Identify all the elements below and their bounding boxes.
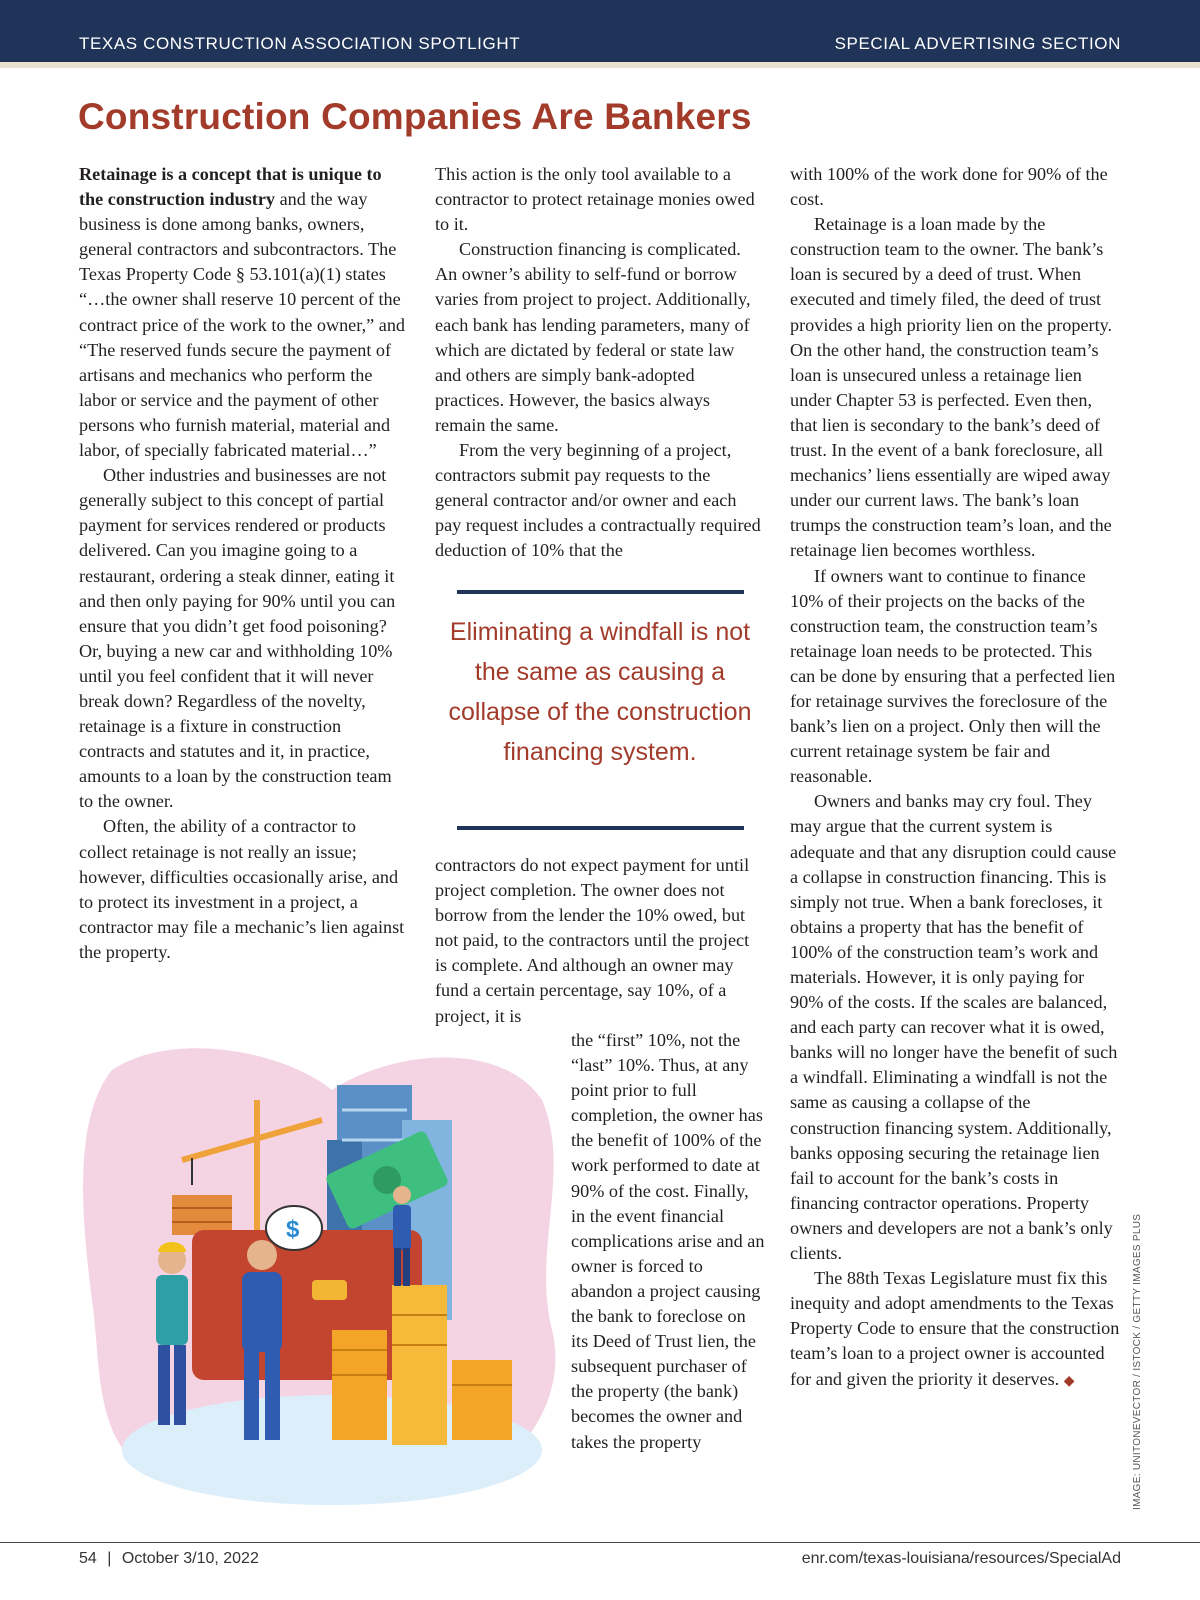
image-credit: IMAGE: UNITONEVECTOR / ISTOCK / GETTY IMAGES PLUS (1132, 1213, 1143, 1510)
col2-paragraph-3: From the very beginning of a project, contractors submit pay requests to the general contractor and/or owner and each pay request includes a contractually required deduction of 10% that the (435, 440, 761, 561)
col2-paragraph-3-cont: contractors do not expect payment for until project completion. The owner does not borrow from the lender the 10% owed, but not paid, to the contractors until the project is complete. And although an owner may fund a certain percentage, say 10%, of a project, it is (435, 855, 750, 1026)
column-2-top (435, 162, 765, 564)
col3-paragraph-2: Retainage is a loan made by the construction team to the owner. The bank’s loan is secured by a deed of trust. When executed and timely filed, the deed of trust provides a high priority lien on the property. On the other hand, the construction team’s loan is unsecured unless a retainage lien under Chapter 53 is perfected. Even then, that lien is secondary to the bank’s deed of trust. In the event of a bank foreclosure, all mechanics’ liens essentially are wiped away under our current laws. The bank’s loan trumps the construction team’s loan, and the retainage lien becomes worthless. (790, 214, 1113, 561)
col3-paragraph-4: Owners and banks may cry foul. They may argue that the current system is adequate and that any disruption could cause a collapse in construction financing. This is simply not true. When a bank forecloses, it obtains a property that has the benefit of 100% of the construction team’s work and materials. However, it is only paying for 90% of the costs. If the scales are balanced, and each party can recover what it is owed, banks will no longer have the benefit of such a windfall. Eliminating a windfall is not the same as causing a collapse of the construction financing system. Additionally, banks opposing securing the retainage lien fail to account for the bank’s costs in financing contractor operations. Property owners and developers are not a bank’s only clients. (790, 791, 1118, 1264)
column-3 (790, 162, 1120, 1394)
construction-finance-illustration (82, 1030, 560, 1510)
end-mark-icon: ◆ (1063, 1373, 1075, 1389)
lead-in-rest: and the way business is done among banks, owners, general contractors and subcontractors. The Texas Property Code § 53.101(a)(1) states “…the owner shall reserve 10 percent of the contract price of the work to the owner,” and “The reserved funds secure the payment of artisans and mechanics who perform the labor or service and the payment of other persons who furnish material, material and labor, of specially fabricated material…” (79, 189, 406, 461)
lead-in-bold: Retainage is a concept that is unique to the construction industry (79, 164, 382, 210)
column-2-continued (435, 853, 765, 1029)
speech-bubble-icon (266, 1206, 322, 1250)
page-number: 54 (79, 1550, 97, 1567)
footer-page-info (79, 1550, 259, 1568)
lumber-stack-icon (172, 1195, 232, 1235)
pull-quote: Eliminating a windfall is not the same as causing a collapse of the construction financing system. (448, 618, 752, 766)
col1-paragraph-1 (79, 162, 406, 463)
wallet-icon (192, 1230, 422, 1380)
header-bar (0, 0, 1200, 62)
col3-paragraph-5 (790, 1266, 1120, 1393)
col3-paragraph-1: with 100% of the work done for 90% of the cost. (790, 164, 1108, 210)
advertising-label: SPECIAL ADVERTISING SECTION (834, 34, 1121, 53)
footer-rule (0, 1542, 1200, 1543)
issue-date: October 3/10, 2022 (121, 1550, 259, 1567)
col2-paragraph-2: Construction financing is complicated. An owner’s ability to self-fund or borrow varies from project to project. Additionally, each bank has lending parameters, many of which are dictated by federal or state law and others are simply bank-adopted practices. However, the basics always remain the same. (435, 239, 751, 435)
dollar-sign-icon: $ (286, 1216, 300, 1243)
col3-paragraph-5-text: The 88th Texas Legislature must fix this inequity and adopt amendments to the Texas Property Code to ensure that the construction team’s loan to a project owner is accounted for and given the priority it deserves. (790, 1268, 1120, 1389)
col1-paragraph-3: Often, the ability of a contractor to collect retainage is not really an issue; however, difficulties occasionally arise, and to protect its investment in a project, a contractor may file a mechanic’s lien against the property. (79, 816, 405, 962)
pull-quote-rule-top (457, 590, 744, 594)
footer-url[interactable]: enr.com/texas-louisiana/resources/SpecialAd (801, 1550, 1121, 1567)
column-2-narrow (571, 1028, 765, 1455)
column-1 (79, 162, 406, 965)
col3-paragraph-3: If owners want to continue to finance 10% of their projects on the backs of the construction team, the construction team’s retainage loan needs to be protected. This can be done by ensuring that a perfected lien for retainage survives the foreclosure of the bank’s lien on a project. Only then will the current retainage system be fair and reasonable. (790, 565, 1116, 787)
col2-paragraph-3-narrow: the “first” 10%, not the “last” 10%. Thus, at any point prior to full completion, the owner has the benefit of 100% of the work performed to date at 90% of the cost. Finally, in the event financial complications arise and an owner is forced to abandon a project causing the bank to foreclose on its Deed of Trust lien, the subsequent purchaser of the property (the bank) becomes the owner and takes the property (571, 1030, 765, 1452)
section-label: TEXAS CONSTRUCTION ASSOCIATION SPOTLIGHT (79, 34, 521, 53)
col1-paragraph-2: Other industries and businesses are not generally subject to this concept of partial payment for services rendered or products delivered. Can you imagine going to a restaurant, ordering a steak dinner, eating it and then only paying for 90% until you can ensure that you didn’t get food poisoning? Or, buying a new car and withholding 10% until you feel confident that it will never break down? Regardless of the novelty, retainage is a fixture in construction contracts and statutes and it, in practice, amounts to a loan by the construction team to the owner. (79, 465, 396, 812)
col2-paragraph-1: This action is the only tool available to a contractor to protect retainage monies owed to it. (435, 164, 755, 235)
footer-separator: | (107, 1550, 112, 1567)
article-title: Construction Companies Are Bankers (78, 96, 752, 137)
pull-quote-rule-bottom (457, 826, 744, 830)
header-rule (0, 62, 1200, 68)
